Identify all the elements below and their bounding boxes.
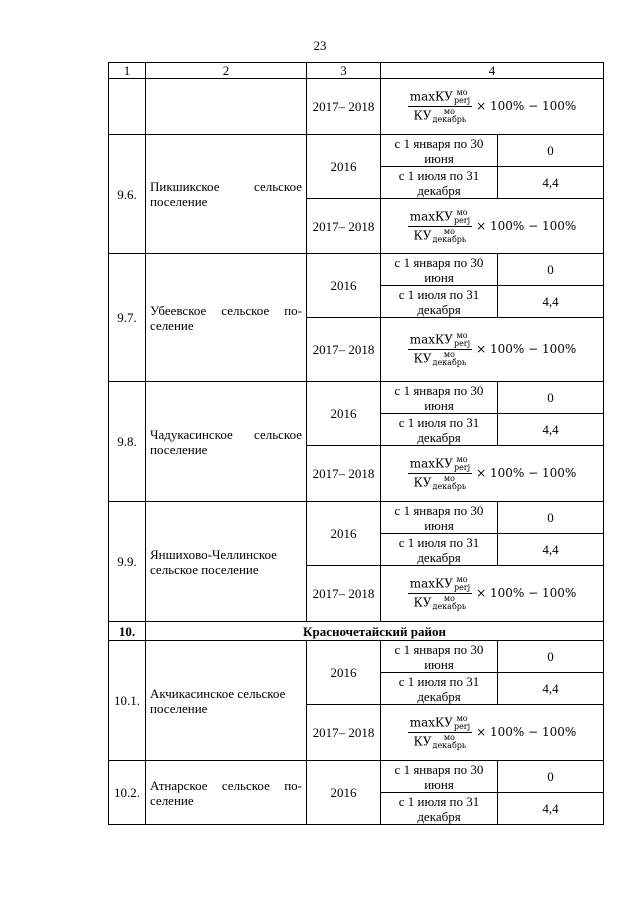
- formula-numerator-sup: мо: [456, 331, 468, 341]
- year-cell: 2016: [307, 761, 381, 825]
- formula-fraction: [408, 332, 472, 367]
- formula-cell: [381, 318, 604, 382]
- formula-denominator-sup: мо: [443, 733, 455, 743]
- formula-numerator: [408, 576, 472, 594]
- settlement-name: Атнарское сельское по- селение: [146, 761, 307, 825]
- formula-cell: [381, 446, 604, 502]
- year-cell: 2016: [307, 254, 381, 318]
- formula-fraction: [408, 456, 472, 491]
- formula-denominator-sup: мо: [443, 350, 455, 360]
- table-row: [109, 254, 604, 286]
- value-cell: 4,4: [498, 673, 604, 705]
- section-row: [109, 622, 604, 641]
- settlement-name: Акчикасинское сельское поселение: [146, 641, 307, 761]
- page-number: 23: [313, 38, 327, 53]
- formula-denominator-sup: мо: [443, 107, 455, 117]
- formula-denominator: [412, 107, 469, 124]
- formula-numerator-sup: мо: [456, 575, 468, 585]
- period-cell: с 1 июля по 31 декабря: [381, 673, 498, 705]
- header-col-4: 4: [381, 63, 604, 79]
- value-cell: 4,4: [498, 534, 604, 566]
- formula-numerator: [408, 209, 472, 227]
- formula-fraction: [408, 209, 472, 244]
- formula-denominator-sub: декабрь: [432, 741, 467, 751]
- formula-denominator-text: КУ: [413, 595, 432, 610]
- formula-denominator-text: КУ: [413, 734, 432, 749]
- formula-numerator-sub: perj: [453, 463, 471, 473]
- formula-numerator: [408, 332, 472, 350]
- formula: [408, 456, 577, 491]
- formula-numerator-text: maxКУ: [409, 332, 453, 347]
- formula-numerator-sub: perj: [453, 583, 471, 593]
- period-cell: с 1 июля по 31 декабря: [381, 286, 498, 318]
- formula-denominator-sub: декабрь: [432, 602, 467, 612]
- period-cell: с 1 января по 30 июня: [381, 761, 498, 793]
- year-cell: 2016: [307, 641, 381, 705]
- header-col-3: 3: [307, 63, 381, 79]
- table-row: [109, 135, 604, 167]
- formula-numerator-text: maxКУ: [409, 209, 453, 224]
- period-cell: с 1 января по 30 июня: [381, 502, 498, 534]
- year-cell: 2017– 2018: [307, 199, 381, 254]
- year-cell: 2017– 2018: [307, 446, 381, 502]
- formula-tail: × 100% − 100%: [476, 99, 577, 114]
- header-col-2: 2: [146, 63, 307, 79]
- formula-denominator-sub: декабрь: [432, 115, 467, 125]
- formula-denominator-sub: декабрь: [432, 482, 467, 492]
- year-cell: 2017– 2018: [307, 705, 381, 761]
- section-number: 10.: [109, 622, 146, 641]
- value-cell: 4,4: [498, 286, 604, 318]
- formula-numerator-sub: perj: [453, 215, 471, 225]
- formula-denominator: [412, 594, 469, 611]
- table-row: [109, 502, 604, 534]
- formula-denominator: [412, 350, 469, 367]
- period-cell: с 1 июля по 31 декабря: [381, 793, 498, 825]
- period-cell: с 1 июля по 31 декабря: [381, 414, 498, 446]
- period-cell: с 1 января по 30 июня: [381, 641, 498, 673]
- section-title: Красночетайский район: [146, 622, 604, 641]
- value-cell: 0: [498, 761, 604, 793]
- formula: [408, 209, 577, 244]
- formula-denominator-sup: мо: [443, 594, 455, 604]
- row-number: 9.6.: [109, 135, 146, 254]
- formula-numerator-text: maxКУ: [409, 576, 453, 591]
- formula: [408, 332, 577, 367]
- table-row: [109, 382, 604, 414]
- settlement-name: Чадукасинское сельское поселение: [146, 382, 307, 502]
- table-row: [109, 761, 604, 793]
- period-cell: с 1 января по 30 июня: [381, 254, 498, 286]
- settlement-name: Убеевское сельское по- селение: [146, 254, 307, 382]
- formula-fraction: [408, 89, 472, 124]
- row-number: 10.2.: [109, 761, 146, 825]
- table-header-row: [109, 63, 604, 79]
- value-cell: 0: [498, 502, 604, 534]
- header-col-1: 1: [109, 63, 146, 79]
- value-cell: 0: [498, 135, 604, 167]
- settlement-name: Яншихово-Челлинское сельское поселение: [146, 502, 307, 622]
- formula-numerator-sup: мо: [456, 714, 468, 724]
- formula-tail: × 100% − 100%: [476, 586, 577, 601]
- tariff-table: [108, 62, 604, 825]
- formula: [408, 89, 577, 124]
- value-cell: 0: [498, 641, 604, 673]
- formula-denominator-sub: декабрь: [432, 358, 467, 368]
- formula-denominator: [412, 474, 469, 491]
- formula-denominator-sub: декабрь: [432, 234, 467, 244]
- year-cell: 2017– 2018: [307, 79, 381, 135]
- formula-numerator-sub: perj: [453, 96, 471, 106]
- formula-fraction: [408, 576, 472, 611]
- period-cell: с 1 января по 30 июня: [381, 135, 498, 167]
- formula-fraction: [408, 715, 472, 750]
- formula-denominator-text: КУ: [413, 351, 432, 366]
- formula-tail: × 100% − 100%: [476, 466, 577, 481]
- settlement-name: Пикшикское сельское поселение: [146, 135, 307, 254]
- formula-cell: [381, 705, 604, 761]
- formula-numerator-sup: мо: [456, 455, 468, 465]
- formula-denominator: [412, 227, 469, 244]
- year-cell: 2017– 2018: [307, 566, 381, 622]
- formula-numerator-sub: perj: [453, 722, 471, 732]
- table-row: [109, 79, 604, 135]
- year-cell: 2016: [307, 135, 381, 199]
- formula-denominator-text: КУ: [413, 108, 432, 123]
- value-cell: 4,4: [498, 793, 604, 825]
- formula-denominator-text: КУ: [413, 475, 432, 490]
- formula-cell: [381, 566, 604, 622]
- year-cell: 2017– 2018: [307, 318, 381, 382]
- formula-tail: × 100% − 100%: [476, 218, 577, 233]
- formula-numerator-sub: perj: [453, 339, 471, 349]
- formula-numerator-sup: мо: [456, 88, 468, 98]
- formula-denominator-text: КУ: [413, 228, 432, 243]
- formula-denominator-sup: мо: [443, 226, 455, 236]
- formula-cell: [381, 79, 604, 135]
- table-row: [109, 641, 604, 673]
- year-cell: 2016: [307, 502, 381, 566]
- formula-numerator-text: maxКУ: [409, 89, 453, 104]
- formula-numerator: [408, 89, 472, 107]
- row-number: 9.7.: [109, 254, 146, 382]
- formula-tail: × 100% − 100%: [476, 725, 577, 740]
- formula-numerator: [408, 715, 472, 733]
- row-number: 9.9.: [109, 502, 146, 622]
- period-cell: с 1 января по 30 июня: [381, 382, 498, 414]
- row-number: 10.1.: [109, 641, 146, 761]
- row-number: 9.8.: [109, 382, 146, 502]
- value-cell: 0: [498, 382, 604, 414]
- value-cell: 0: [498, 254, 604, 286]
- period-cell: с 1 июля по 31 декабря: [381, 167, 498, 199]
- value-cell: 4,4: [498, 167, 604, 199]
- formula-numerator-text: maxКУ: [409, 456, 453, 471]
- value-cell: 4,4: [498, 414, 604, 446]
- formula-denominator: [412, 733, 469, 750]
- formula: [408, 576, 577, 611]
- formula-denominator-sup: мо: [443, 474, 455, 484]
- formula-cell: [381, 199, 604, 254]
- formula: [408, 715, 577, 750]
- year-cell: 2016: [307, 382, 381, 446]
- formula-tail: × 100% − 100%: [476, 342, 577, 357]
- formula-numerator-text: maxКУ: [409, 715, 453, 730]
- period-cell: с 1 июля по 31 декабря: [381, 534, 498, 566]
- formula-numerator: [408, 456, 472, 474]
- formula-numerator-sup: мо: [456, 207, 468, 217]
